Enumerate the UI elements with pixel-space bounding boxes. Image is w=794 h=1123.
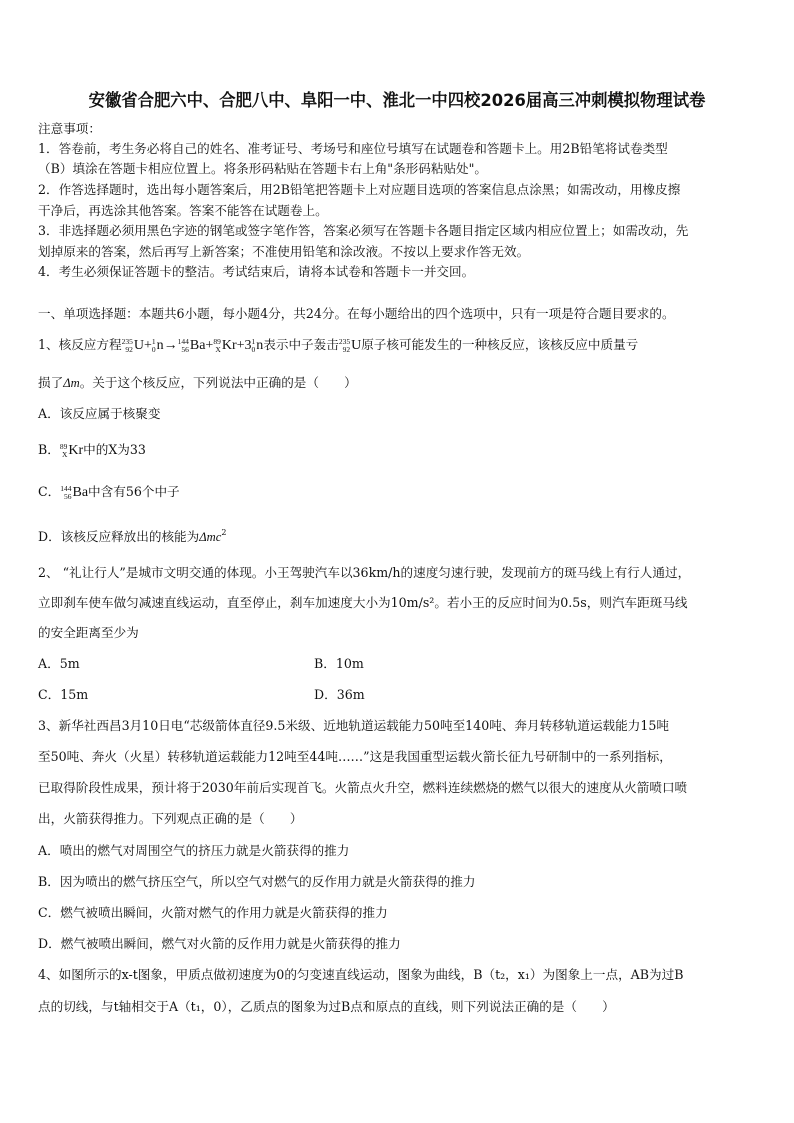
notice-line: 4．考生必须保证答题卡的整洁。考试结束后，请将本试卷和答题卡一并交回。 — [38, 264, 475, 279]
notice-line: 2．作答选择题时，选出每小题答案后，用2B铅笔把答题卡上对应题目选项的答案信息点涂黑；如需改动，用橡皮擦 — [38, 182, 681, 197]
q3-option-c: C．燃气被喷出瞬间，火箭对燃气的作用力就是火箭获得的推力 — [38, 905, 388, 920]
question-3-line: 3、新华社西昌3月10日电“芯级箭体直径9.5米级、近地轨道运载能力50吨至140吨、奔月转移轨道运载能力15吨 — [38, 718, 669, 733]
isotope-neutron: 1 0 n — [151, 336, 164, 354]
q2-option-a: A．5m — [38, 656, 80, 671]
isotope-ba144: 144 56 Ba — [177, 336, 206, 354]
question-1-stem: 1、核反应方程 235 92 U+ 1 0 n→ 144 56 Ba+ 89 X Kr+3 1 0 n表示中子轰击 235 92 U原子核可能发生的一种核反应，该核反应中质量亏 — [38, 336, 639, 354]
mass-defect-symbol: Δm — [63, 376, 80, 390]
q2-option-d: D．36m — [314, 687, 365, 702]
q3-option-d: D．燃气被喷出瞬间，燃气对火箭的反作用力就是火箭获得的推力 — [38, 936, 401, 951]
notice-heading: 注意事项： — [38, 121, 101, 136]
q2-option-b: B．10m — [314, 656, 364, 671]
q1-option-a: A．该反应属于核聚变 — [38, 406, 161, 421]
notice-line: 3．非选择题必须用黑色字迹的钢笔或签字笔作答，答案必须写在答题卡各题目指定区域内相应位置上；如需改动，先 — [38, 223, 689, 238]
notice-line: 划掉原来的答案，然后再写上新答案；不准使用铅笔和涂改液。不按以上要求作答无效。 — [38, 244, 530, 259]
q2-option-c: C．15m — [38, 687, 89, 702]
question-3-line: 至50吨、奔火（火星）转移轨道运载能力12吨至44吨……”这是我国重型运载火箭长征九号研制中的一系列指标， — [38, 749, 672, 764]
isotope-kr89: 89 X Kr — [59, 441, 84, 459]
isotope-u235: 235 92 U — [121, 336, 144, 354]
section-heading: 一、单项选择题：本题共6小题，每小题4分，共24分。在每小题给出的四个选项中，只有一项是符合题目要求的。 — [38, 306, 675, 321]
question-3-line: 已取得阶段性成果，预计将于2030年前后实现首飞。火箭点火升空，燃料连续燃烧的燃气以很大的速度从火箭喷口喷 — [38, 780, 688, 795]
q1-option-b: B． 89 X Kr中的X为33 — [38, 441, 146, 459]
exam-title: 安徽省合肥六中、合肥八中、阜阳一中、淮北一中四校2026届高三冲刺模拟物理试卷 — [88, 91, 706, 111]
isotope-ba144: 144 56 Ba — [60, 483, 89, 501]
question-2-line: 立即刹车使车做匀减速直线运动，直至停止，刹车加速度大小为10m/s²。若小王的反应时间为0.5s，则汽车距斑马线 — [38, 595, 688, 610]
question-3-line: 出，火箭获得推力。下列观点正确的是（ ） — [38, 811, 303, 826]
notice-line: 干净后，再选涂其他答案。答案不能答在试题卷上。 — [38, 203, 328, 218]
isotope-neutron: 1 0 n — [251, 336, 264, 354]
isotope-u235: 235 92 U — [338, 336, 362, 354]
q1-option-c: C． 144 56 Ba中含有56个中子 — [38, 483, 180, 501]
notice-line: （B）填涂在答题卡相应位置上。将条形码粘贴在答题卡右上角"条形码粘贴处"。 — [38, 161, 488, 176]
q3-option-a: A．喷出的燃气对周围空气的挤压力就是火箭获得的推力 — [38, 843, 350, 858]
q1-option-d: D．该核反应释放出的核能为Δmc$^2$ — [38, 528, 227, 544]
q1-prefix: 1、核反应方程 — [38, 337, 122, 352]
energy-formula: Δmc — [199, 530, 222, 544]
question-4-line: 4、如图所示的x-t图象，甲质点做初速度为0的匀变速直线运动，图象为曲线，B（t₂，x₁）为图象上一点，AB为过B — [38, 967, 684, 982]
isotope-kr89: 89 X Kr — [213, 336, 237, 354]
question-1-stem-line2: 损了Δm。关于这个核反应，下列说法中正确的是（ ） — [38, 375, 357, 390]
question-2-line: 的安全距离至少为 — [38, 625, 139, 640]
q3-option-b: B．因为喷出的燃气挤压空气，所以空气对燃气的反作用力就是火箭获得的推力 — [38, 874, 476, 889]
reaction-arrow: → — [163, 338, 178, 353]
notice-line: 1．答卷前，考生务必将自己的姓名、准考证号、考场号和座位号填写在试题卷和答题卡上。用2B铅笔将试卷类型 — [38, 141, 668, 156]
question-2-line: 2、 “礼让行人”是城市文明交通的体现。小王驾驶汽车以36km/h的速度匀速行驶，发现前方的斑马线上有行人通过， — [38, 565, 691, 580]
question-4-line: 点的切线，与t轴相交于A（t₁，0），乙质点的图象为过B点和原点的直线，则下列说法正确的是（ ） — [38, 999, 615, 1014]
